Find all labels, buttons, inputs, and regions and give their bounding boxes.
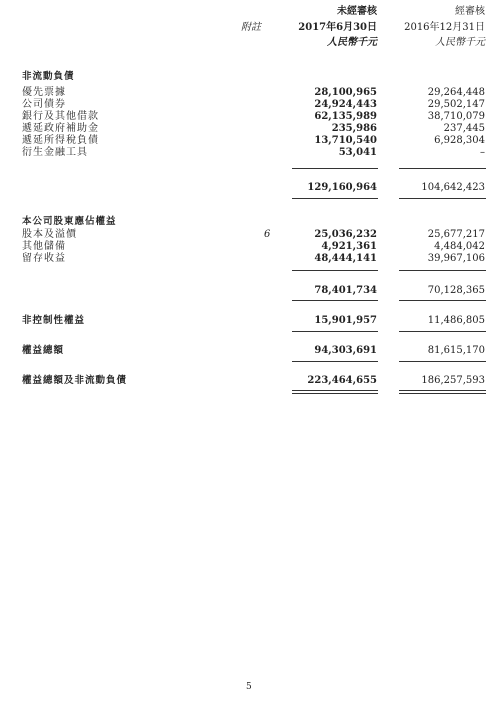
grand-total-current: 223,464,655 [307, 375, 377, 386]
row-label: 留存收益 [22, 253, 66, 264]
row-label: 優先票據 [22, 87, 66, 98]
section-title-noncurrent-liabilities: 非流動負債 [22, 71, 75, 82]
total-equity-prior: 81,615,170 [427, 345, 485, 356]
row-label: 衍生金融工具 [22, 147, 88, 158]
row-label: 遞延政府補助金 [22, 123, 99, 134]
page-number: 5 [246, 682, 252, 692]
row-note: 6 [264, 229, 271, 240]
subtotal-rule [292, 300, 378, 301]
nci-prior: 11,486,805 [427, 315, 485, 326]
label-noncontrolling-interests: 非控制性權益 [22, 315, 86, 326]
label-total-equity: 權益總額 [22, 345, 65, 356]
double-underline [399, 390, 486, 391]
col-current-date: 2017年6月30日 [298, 22, 377, 33]
row-value-current: 24,924,443 [314, 99, 377, 110]
row-value-prior: – [480, 147, 485, 158]
subtotal-rule [399, 331, 486, 332]
subtotal-rule [292, 331, 378, 332]
row-value-prior: 29,502,147 [427, 99, 485, 110]
nci-current: 15,901,957 [314, 315, 377, 326]
subtotal-rule [292, 168, 378, 169]
row-value-current: 48,444,141 [314, 253, 377, 264]
row-label: 股本及溢價 [22, 229, 77, 240]
double-underline [292, 390, 378, 391]
row-label: 公司債券 [22, 99, 66, 110]
subtotal-rule [399, 361, 486, 362]
subtotal-rule [292, 361, 378, 362]
row-value-current: 13,710,540 [314, 135, 377, 146]
subtotal-rule [292, 198, 378, 199]
row-label: 遞延所得稅負債 [22, 135, 99, 146]
subtotal-current: 78,401,734 [314, 285, 377, 296]
row-value-prior: 4,484,042 [434, 241, 485, 252]
row-value-prior: 29,264,448 [427, 87, 485, 98]
row-value-current: 28,100,965 [314, 87, 377, 98]
row-label: 銀行及其他借款 [22, 111, 99, 122]
col-current-unit: 人民幣千元 [327, 37, 377, 48]
row-value-prior: 39,967,106 [427, 253, 485, 264]
subtotal-rule [399, 270, 486, 271]
subtotal-current: 129,160,964 [307, 182, 377, 193]
row-value-current: 25,036,232 [314, 229, 377, 240]
double-underline [399, 393, 486, 394]
note-header: 附註 [241, 22, 261, 33]
row-value-prior: 237,445 [443, 123, 485, 134]
row-value-current: 4,921,361 [321, 241, 377, 252]
col-prior-status: 經審核 [455, 6, 485, 17]
col-prior-date: 2016年12月31日 [404, 22, 485, 33]
col-current-status: 未經審核 [337, 6, 377, 17]
label-grand-total: 權益總額及非流動負債 [22, 375, 128, 386]
section-title-equity: 本公司股東應佔權益 [22, 216, 117, 227]
total-equity-current: 94,303,691 [314, 345, 377, 356]
grand-total-prior: 186,257,593 [421, 375, 485, 386]
row-value-current: 62,135,989 [314, 111, 377, 122]
row-value-prior: 25,677,217 [427, 229, 485, 240]
subtotal-rule [399, 300, 486, 301]
subtotal-rule [399, 198, 486, 199]
col-prior-unit: 人民幣千元 [435, 37, 485, 48]
subtotal-prior: 104,642,423 [421, 182, 485, 193]
row-value-prior: 38,710,079 [427, 111, 485, 122]
row-label: 其他儲備 [22, 241, 66, 252]
subtotal-rule [399, 168, 486, 169]
subtotal-rule [292, 270, 378, 271]
double-underline [292, 393, 378, 394]
row-value-current: 53,041 [338, 147, 377, 158]
row-value-prior: 6,928,304 [434, 135, 485, 146]
subtotal-prior: 70,128,365 [427, 285, 485, 296]
row-value-current: 235,986 [331, 123, 377, 134]
